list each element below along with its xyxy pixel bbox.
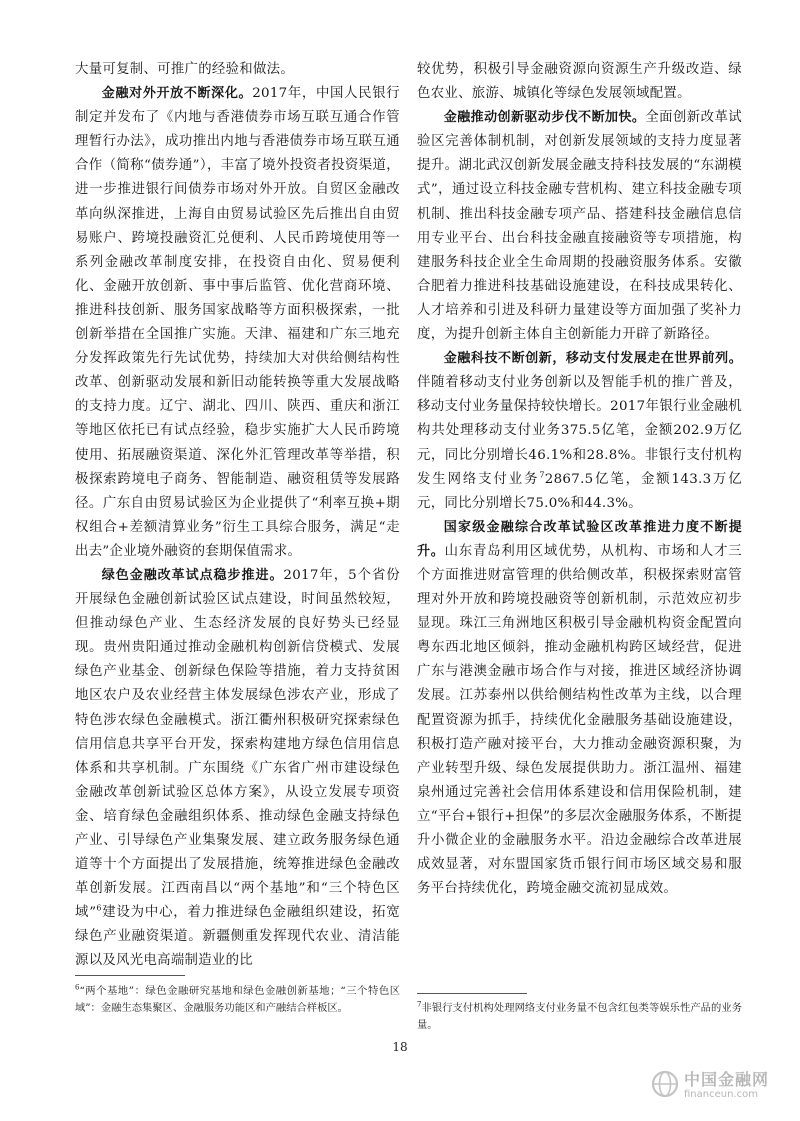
paragraph-heading: 金融推动创新驱动步伐不断加快。 <box>443 110 646 126</box>
page-number: 18 <box>392 1040 408 1054</box>
watermark-url: financeun.com <box>684 1089 758 1100</box>
footnote-mark: 6 <box>75 983 80 992</box>
paragraph-reform-zones <box>417 516 742 902</box>
footnote-text: “两个基地”：绿色金融研究基地和绿色金融创新基地；“三个特色区域”：金融生态集聚区、金融服务功能区和产融结合样板区。 <box>75 985 400 1014</box>
paragraph-body: 山东青岛利用区域优势，从机构、市场和人才三个方面推进财富管理的供给侧改革，积极探索财富管理对外开放和跨境投融资等创新机制，示范效应初步显现。珠江三角洲地区积极引导金融机构资金配置向粤东西北地区倾斜，推动金融机构跨区域经营，促进广东与港澳金融市场合作与对接，推进区域经济协调发展。江苏泰州以供给侧结构性改革为主线，以合理配置资源为抓手，持续优化金融服务基础设施建设，积极打造产融对接平台，大力推动金融资源积聚，为产业转型升级、绿色发展提供助力。浙江温州、福建泉州通过完善社会信用体系建设和信用保险机制，建立“平台+银行+担保”的多层次金融服务体系，不断提升小微企业的金融服务水平。沿边金融综合改革进展成效显著，对东盟国家货币银行间市场区域交易和服务平台持续优化，跨境金融交流初显成效。 <box>417 543 742 897</box>
paragraph-heading: 绿色金融改革试点稳步推进。 <box>101 567 284 583</box>
watermark <box>650 1063 770 1109</box>
paragraph-fintech <box>417 347 742 516</box>
paragraph-green-finance <box>75 564 400 974</box>
paragraph-body: 2017年，5个省份开展绿色金融创新试验区试点建设，时间虽然较短，但推动绿色产业、生态经济发展的良好势头已经显现。贵州贵阳通过推动金融机构创新信贷模式、发展绿色产业基金、创新绿色保险等措施，着力支持贫困地区农户及农业经营主体发展绿色涉农产业，形成了特色涉农绿色金融模式。浙江衢州积极研究探索绿色信用信息共享平台开发，探索构建地方绿色信用信息体系和共享机制。广东围绕《广东省广州市建设绿色金融改革创新试验区总体方案》，从设立发展专项资金、培育绿色金融组织体系、推动绿色金融支持绿色产业、引导绿色产业集聚发展、建立政务服务绿色通道等十个方面提出了发展措施，统筹推进绿色金融改革创新发展。江西南昌以“两个基地”和“三个特色区域” <box>75 567 400 921</box>
paragraph-heading: 金融对外开放不断深化。 <box>101 86 253 102</box>
paragraph-heading: 国家级金融综合改革试验区改革推进力度不断提升。 <box>417 519 742 559</box>
right-column <box>417 58 742 901</box>
paragraph-body-cont: 2867.5亿笔，金额143.3万亿元，同比分别增长75.0%和44.3%。 <box>417 471 742 511</box>
paragraph-innovation <box>417 106 742 347</box>
footnote-mark: 7 <box>417 1000 422 1009</box>
globe-logo-icon <box>650 1069 680 1099</box>
left-column <box>75 58 400 974</box>
paragraph-body: 全面创新改革试验区完善体制机制，对创新发展领域的支持力度显著提升。湖北武汉创新发展金融支持科技发展的“东湖模式”，通过设立科技金融专营机构、建立科技金融专项机制、推出科技金融专项产品、搭建科技金融信息信用专业平台、出台科技金融直接融资等专项措施，构建服务科技企业全生命周期的投融资服务体系。安徽合肥着力推进科技基础设施建设，在科技成果转化、人才培养和引进及科研力量建设等方面加强了奖补力度，为提升创新主体自主创新能力开辟了新路径。 <box>417 110 742 343</box>
paragraph-continuation: 较优势，积极引导金融资源向资源生产升级改造、绿色农业、旅游、城镇化等绿色发展领域配置。 <box>417 62 742 102</box>
footnote-right <box>417 1000 742 1033</box>
footnote-ref[interactable]: 6 <box>96 903 102 913</box>
paragraph-body: 伴随着移动支付业务创新以及智能手机的推广普及，移动支付业务量保持较快增长。2017年银行业金融机构共处理移动支付业务375.5亿笔，金额202.9万亿元，同比分别增长46.1%和28.8%。非银行支付机构发生网络支付业务 <box>417 375 742 487</box>
paragraph-financial-opening <box>75 82 400 564</box>
footnote-divider <box>417 993 527 994</box>
watermark-text: 中国金融网 <box>684 1070 770 1089</box>
footnote-left <box>75 983 400 1016</box>
footnote-ref[interactable]: 7 <box>539 470 545 480</box>
footnote-text: 非银行支付机构处理网络支付业务量不包含红包类等娱乐性产品的业务量。 <box>417 1002 742 1031</box>
footnote-divider <box>75 975 185 976</box>
paragraph-continuation: 大量可复制、可推广的经验和做法。 <box>75 62 295 77</box>
paragraph-body-cont: 建设为中心，着力推进绿色金融组织建设，拓宽绿色产业融资渠道。新疆侧重发挥现代农业、清洁能源以及风光电高端制造业的比 <box>75 905 400 969</box>
paragraph-heading: 金融科技不断创新，移动支付发展走在世界前列。 <box>443 351 742 367</box>
paragraph-body: 2017年，中国人民银行制定并发布了《内地与香港债券市场互联互通合作管理暂行办法》，成功推出内地与香港债券市场互联互通合作（简称“债券通”），丰富了境外投资者投资渠道，进一步推进银行间债券市场对外开放。自贸区金融改革向纵深推进，上海自由贸易试验区先后推出自由贸易账户、跨境投融资汇兑便利、人民币跨境使用等一系列金融改革制度安排，在投资自由化、贸易便利化、金融开放创新、事中事后监管、优化营商环境、推进科技创新、服务国家战略等方面积极探索，一批创新举措在全国推广实施。天津、福建和广东三地充分发挥政策先行先试优势，持续加大对供给侧结构性改革、创新驱动发展和新旧动能转换等重大发展战略的支持力度。辽宁、湖北、四川、陕西、重庆和浙江等地区依托已有试点经验，稳步实施扩大人民币跨境使用、拓展融资渠道、深化外汇管理改革等举措，积极探索跨境电子商务、智能制造、融资租赁等发展路径。广东自由贸易试验区为企业提供了“利率互换+期权组合+差额清算业务”衍生工具综合服务，满足“走出去”企业境外融资的套期保值需求。 <box>75 86 400 559</box>
